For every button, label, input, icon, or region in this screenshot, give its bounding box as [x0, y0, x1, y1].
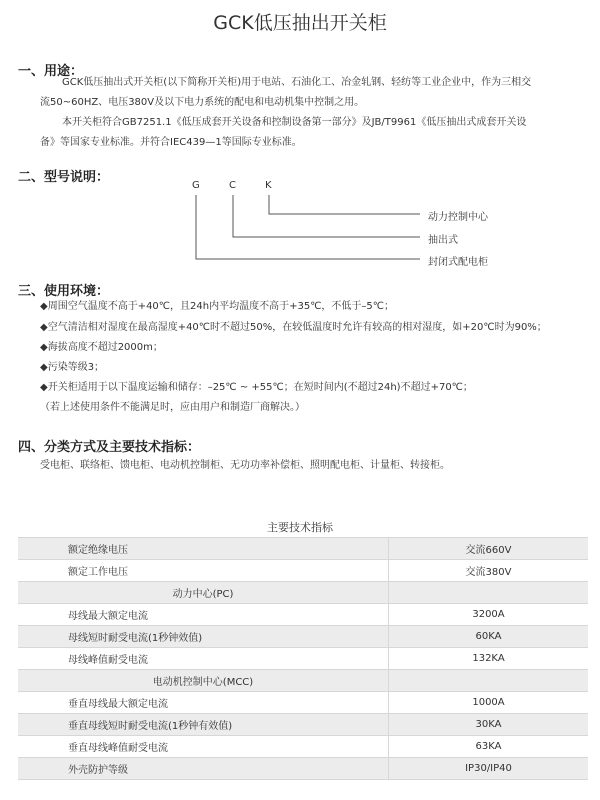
- spec-value: 30KA: [389, 714, 589, 736]
- model-label-power-center: 动力控制中心: [428, 212, 488, 223]
- usage-line-2: 流50~60HZ、电压380V及以下电力系统的配电和电动机集中控制之用。: [40, 97, 365, 108]
- environment-item: ◆污染等级3；: [40, 362, 105, 373]
- model-letter-c: C: [229, 180, 236, 191]
- environment-item: ◆海拔高度不超过2000m；: [40, 342, 163, 353]
- section-classification-heading: 四、分类方式及主要技术指标：: [18, 440, 201, 455]
- spec-label: 母线峰值耐受电流: [18, 648, 389, 670]
- section-environment-heading: 三、使用环境：: [18, 284, 110, 299]
- environment-item: ◆开关柜适用于以下温度运输和储存：–25℃ ~ +55℃；在短时间内(不超过24h)不超过+70℃；: [40, 382, 473, 393]
- model-letter-g: G: [192, 180, 200, 191]
- spec-value: 132KA: [389, 648, 589, 670]
- spec-label: 垂直母线峰值耐受电流: [18, 736, 389, 758]
- table-section-row: [18, 670, 588, 692]
- spec-value: 60KA: [389, 626, 589, 648]
- model-label-enclosed: 封闭式配电柜: [428, 257, 488, 268]
- spec-value: 交流660V: [389, 538, 589, 560]
- spec-label: 额定工作电压: [18, 560, 389, 582]
- section-usage-heading: 一、用途：: [18, 64, 84, 79]
- table-row: [18, 626, 588, 648]
- table-section-row: [18, 582, 588, 604]
- environment-item: ◆空气清洁相对湿度在最高湿度+40℃时不超过50%，在较低温度时允许有较高的相对湿度，如+20℃时为90%；: [40, 322, 547, 333]
- spec-value: 交流380V: [389, 560, 589, 582]
- model-letter-k: K: [265, 180, 272, 191]
- spec-table-title: 主要技术指标: [267, 521, 333, 534]
- usage-line-4: 备》等国家专业标准。并符合IEC439—1等国际专业标准。: [40, 137, 302, 148]
- table-row: [18, 714, 588, 736]
- table-row: [18, 560, 588, 582]
- environment-note: （若上述使用条件不能满足时，应由用户和制造厂商解决。）: [40, 402, 305, 413]
- spec-label: 母线最大额定电流: [18, 604, 389, 626]
- table-row: [18, 736, 588, 758]
- table-row: [18, 604, 588, 626]
- spec-value: 1000A: [389, 692, 589, 714]
- page-title: GCK低压抽出开关柜: [213, 12, 387, 34]
- table-row: [18, 758, 588, 780]
- spec-table: [18, 537, 588, 780]
- usage-line-1: GCK低压抽出式开关柜(以下简称开关柜)用于电站、石油化工、冶金轧钢、轻纺等工业企业中，作为三相交: [62, 77, 532, 88]
- spec-value: [389, 670, 589, 692]
- spec-label: 额定绝缘电压: [18, 538, 389, 560]
- environment-item: ◆周围空气温度不高于+40℃，且24h内平均温度不高于+35℃，不低于–5℃；: [40, 301, 395, 312]
- spec-label: 外壳防护等级: [18, 758, 389, 780]
- model-diagram: [0, 0, 600, 280]
- spec-value: 3200A: [389, 604, 589, 626]
- section-model-heading: 二、型号说明：: [18, 170, 110, 185]
- spec-label: 母线短时耐受电流(1秒钟效值): [18, 626, 389, 648]
- classification-text: 受电柜、联络柜、馈电柜、电动机控制柜、无功功率补偿柜、照明配电柜、计量柜、转接柜。: [40, 460, 450, 471]
- spec-value: 63KA: [389, 736, 589, 758]
- table-row: [18, 692, 588, 714]
- table-row: [18, 538, 588, 560]
- spec-value: [389, 582, 589, 604]
- spec-label: 垂直母线短时耐受电流(1秒钟有效值): [18, 714, 389, 736]
- model-label-drawout: 抽出式: [428, 235, 458, 246]
- section-label: 电动机控制中心(MCC): [18, 670, 389, 692]
- spec-value: IP30/IP40: [389, 758, 589, 780]
- usage-line-3: 本开关柜符合GB7251.1《低压成套开关设备和控制设备第一部分》及JB/T9961《低压抽出式成套开关设: [62, 117, 527, 128]
- section-label: 动力中心(PC): [18, 582, 389, 604]
- spec-label: 垂直母线最大额定电流: [18, 692, 389, 714]
- model-connector-lines: [0, 0, 600, 280]
- table-row: [18, 648, 588, 670]
